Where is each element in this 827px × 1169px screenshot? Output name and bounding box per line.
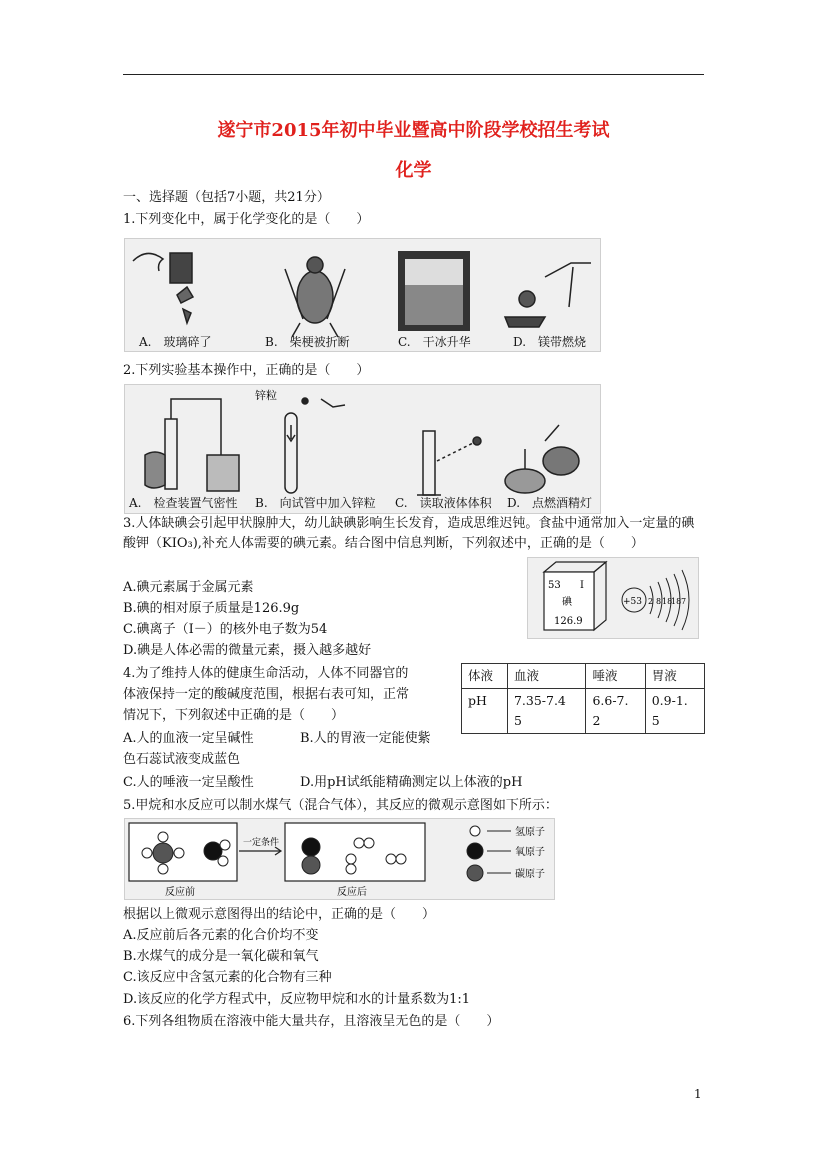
q5-figure: [124, 818, 555, 900]
graduated-cylinder-illustration: [417, 431, 481, 495]
legend-oxygen: 氧原子: [515, 847, 545, 858]
shell-5: 7: [681, 597, 687, 606]
airtight-check-illustration: [145, 399, 239, 491]
nucleus-charge: +53: [623, 597, 642, 607]
alcohol-lamp-illustration: [505, 425, 579, 493]
q4-option-c: C.人的唾液一定呈酸性: [123, 775, 254, 790]
zinc-test-tube-illustration: [285, 398, 345, 493]
subject-title: 化学: [395, 160, 432, 181]
reaction-diagram: [125, 819, 554, 899]
zinc-label: 锌粒: [255, 389, 277, 402]
q5-question: 根据以上微观示意图得出的结论中，正确的是（ ）: [123, 907, 436, 922]
shell-3: 18: [662, 597, 673, 606]
glass-breaking-illustration: [133, 253, 193, 323]
ph-value-gastric: 0.9-1. 5: [645, 689, 704, 734]
q4-stem-line3: 情况下，下列叙述中正确的是（ ）: [123, 708, 345, 723]
page-number: 1: [694, 1087, 702, 1101]
q4-stem-line2: 体液保持一定的酸碱度范围，根据右表可知，正常: [123, 687, 410, 702]
q3-stem: 3.人体缺碘会引起甲状腺肿大，幼儿缺碘影响生长发育，造成思维迟钝。食盐中通常加入一定量的碘酸钾（KIO₃),补充人体需要的碘元素。结合图中信息判断，下列叙述中，正确的是（ ）: [123, 516, 695, 551]
q4-stem-line1: 4.为了维持人体的健康生命活动，人体不同器官的: [123, 666, 409, 681]
q4-option-b-line1: B.人的胃液一定能使紫: [300, 731, 431, 746]
q3-option-b: B.碘的相对原子质量是126.9g: [123, 601, 300, 616]
q1-figure: [124, 238, 601, 352]
q5-option-c: C.该反应中含氢元素的化合物有三种: [123, 970, 332, 985]
ph-table: [461, 663, 705, 734]
legend-carbon: 碳原子: [515, 869, 545, 880]
magnesium-burning-illustration: [505, 263, 591, 327]
section-heading: 一、选择题（包括7小题，共21分）: [123, 190, 330, 205]
q3-option-d: D.碘是人体必需的微量元素，摄入越多越好: [123, 643, 372, 658]
q5-option-b: B.水煤气的成分是一氧化碳和氧气: [123, 949, 319, 964]
shell-2: 8: [656, 597, 662, 606]
q2-caption-c: C. 读取液体体积: [395, 496, 492, 510]
legend-hydrogen: 氢原子: [515, 827, 545, 838]
reaction-condition: 一定条件: [243, 838, 280, 848]
element-symbol: I: [580, 580, 584, 591]
element-number: 53: [548, 580, 561, 591]
q1-caption-d: D. 镁带燃烧: [513, 335, 587, 349]
q1-stem: 1.下列变化中，属于化学变化的是（ ）: [123, 212, 370, 227]
q3-option-c: C.碘离子（I－）的核外电子数为54: [123, 622, 328, 637]
shell-4: 18: [671, 597, 682, 606]
shell-1: 2: [648, 597, 654, 606]
q2-caption-a: A. 检查装置气密性: [129, 496, 238, 510]
q1-caption-a: A. 玻璃碎了: [139, 335, 212, 349]
after-label: 反应后: [337, 887, 367, 898]
q6-stem: 6.下列各组物质在溶液中能大量共存，且溶液呈无色的是（ ）: [123, 1014, 500, 1029]
q1-caption-b: B. 柴梗被折断: [265, 335, 350, 349]
q4-option-a: A.人的血液一定呈碱性: [123, 731, 254, 746]
q5-option-a: A.反应前后各元素的化合价均不变: [123, 928, 319, 943]
ph-row-label: pH: [462, 689, 508, 734]
exam-title: 遂宁市2015年初中毕业暨高中阶段学校招生考试: [217, 120, 610, 141]
ph-header-fluid: 体液: [462, 664, 508, 689]
ph-header-saliva: 唾液: [586, 664, 645, 689]
ph-table-value-row: [462, 689, 705, 734]
header-rule: [123, 74, 704, 75]
q4-option-d: D.用pH试纸能精确测定以上体液的pH: [300, 775, 523, 790]
q1-caption-c: C. 干冰升华: [398, 335, 471, 349]
q2-caption-b: B. 向试管中加入锌粒: [255, 496, 376, 510]
q3-figure: [527, 557, 699, 639]
ph-value-blood: 7.35-7.4 5: [507, 689, 586, 734]
before-label: 反应前: [165, 887, 195, 898]
legend-symbols: [467, 826, 511, 881]
q2-stem: 2.下列实验基本操作中，正确的是（ ）: [123, 363, 370, 378]
dry-ice-illustration: [398, 251, 470, 331]
q2-figure: [124, 384, 601, 514]
q4-option-b-line2: 色石蕊试液变成蓝色: [123, 752, 241, 767]
q5-stem: 5.甲烷和水反应可以制水煤气（混合气体），其反应的微观示意图如下所示：: [123, 798, 558, 813]
iodine-element-diagram: [528, 558, 698, 638]
q3-option-a: A.碘元素属于金属元素: [123, 580, 254, 595]
ph-table-header-row: [462, 664, 705, 689]
q5-option-d: D.该反应的化学方程式中，反应物甲烷和水的计量系数为1:1: [123, 992, 471, 1007]
ph-value-saliva: 6.6-7. 2: [586, 689, 645, 734]
element-mass: 126.9: [554, 616, 583, 627]
match-breaking-illustration: [285, 257, 345, 337]
ph-header-blood: 血液: [507, 664, 586, 689]
element-name: 碘: [562, 597, 572, 608]
q2-caption-d: D. 点燃酒精灯: [507, 496, 593, 510]
ph-header-gastric: 胃液: [645, 664, 704, 689]
